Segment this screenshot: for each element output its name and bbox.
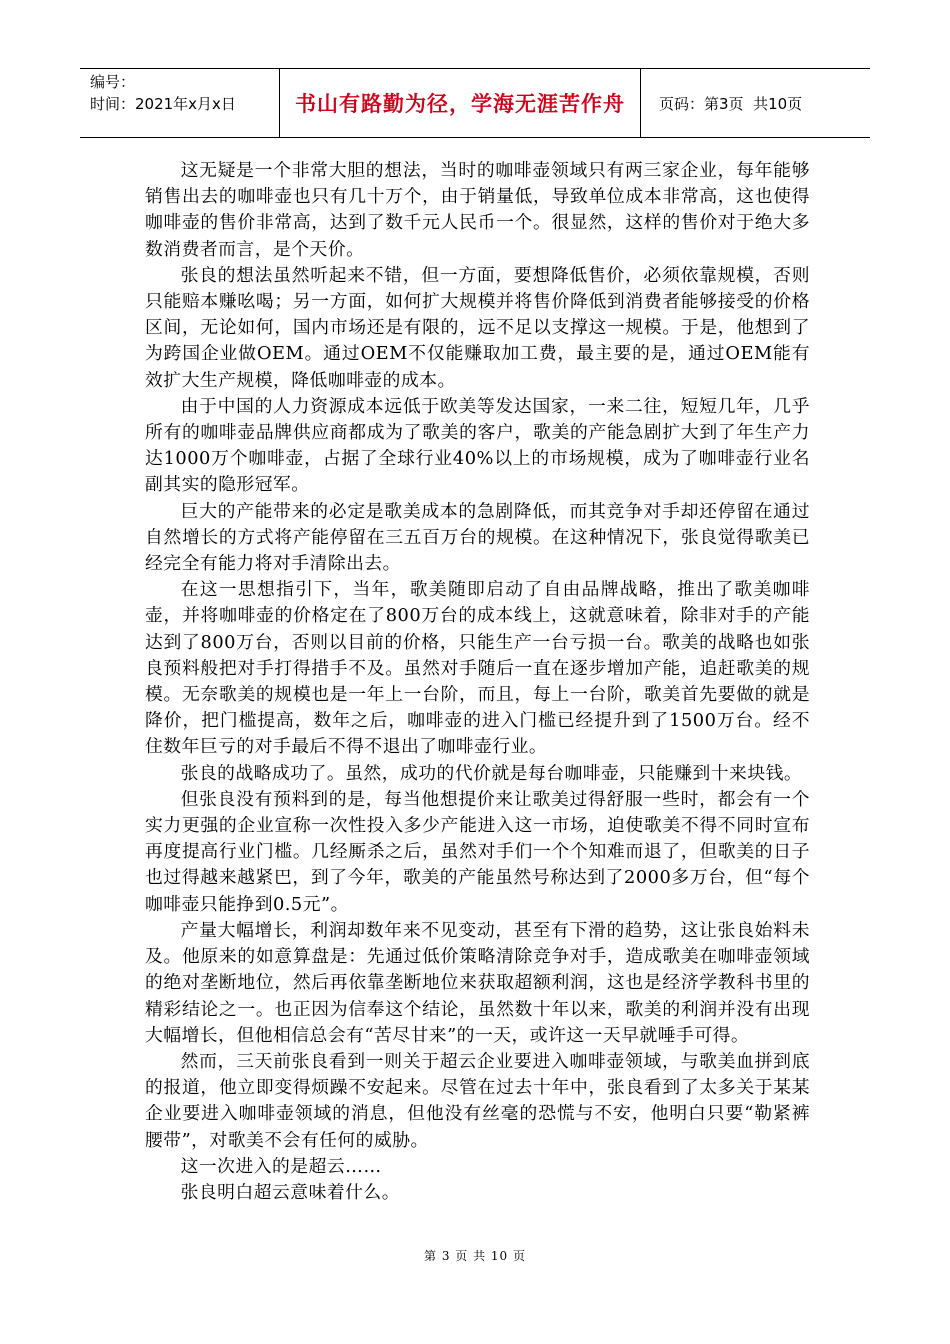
paragraph: 在这一思想指引下，当年，歌美随即启动了自由品牌战略，推出了歌美咖啡壶，并将咖啡壶的价格定在了800万台的成本线上，这就意味着，除非对手的产能达到了800万台，否则以目前的价格，只能生产一台亏损一台。歌美的战略也如张良预料般把对手打得措手不及。虽然对手随后一直在逐步增加产能，追赶歌美的规模。无奈歌美的规模也是一年上一台阶，而且，每上一台阶，歌美首先要做的就是降价，把门槛提高，数年之后，咖啡壶的进入门槛已经提升到了1500万台。经不住数年巨亏的对手最后不得不退出了咖啡壶行业。 bbox=[145, 579, 810, 758]
document-code-label: 编号： bbox=[90, 73, 136, 91]
header-page-number: 页码：第3页 共10页 bbox=[659, 94, 803, 113]
page-header bbox=[80, 68, 870, 138]
paragraph: 张良的想法虽然听起来不错，但一方面，要想降低售价，必须依靠规模，否则只能赔本赚吆喝；另一方面，如何扩大规模并将售价降低到消费者能够接受的价格区间，无论如何，国内市场还是有限的，远不足以支撑这一规模。于是，他想到了为跨国企业做OEM。通过OEM不仅能赚取加工费，最主要的是，通过OEM能有效扩大生产规模，降低咖啡壶的成本。 bbox=[145, 264, 810, 391]
page-footer: 第 3 页 共 10 页 bbox=[424, 1249, 526, 1263]
header-motto: 书山有路勤为径，学海无涯苦作舟 bbox=[279, 69, 641, 137]
paragraph: 张良明白超云意味着什么。 bbox=[180, 1181, 400, 1203]
paragraph: 巨大的产能带来的必定是歌美成本的急剧降低，而其竞争对手却还停留在通过自然增长的方式将产能停留在三五百万台的规模。在这种情况下，张良觉得歌美已经完全有能力将对手清除出去。 bbox=[145, 500, 810, 575]
paragraph: 这一次进入的是超云…… bbox=[180, 1155, 382, 1177]
paragraph: 但张良没有预料到的是，每当他想提价来让歌美过得舒服一些时，都会有一个实力更强的企业宣称一次性投入多少产能进入这一市场，迫使歌美不得不同时宣布再度提高行业门槛。几经厮杀之后，虽然对手们一个个知难而退了，但歌美的日子也过得越来越紧巴，到了今年，歌美的产能虽然号称达到了2000多万台，但“每个咖啡壶只能挣到0.5元”。 bbox=[145, 788, 810, 915]
paragraph: 产量大幅增长，利润却数年来不见变动，甚至有下滑的趋势，这让张良始料未及。他原来的如意算盘是：先通过低价策略清除竞争对手，造成歌美在咖啡壶领域的绝对垄断地位，然后再依靠垄断地位来获取超额利润，这也是经济学教科书里的精彩结论之一。也正因为信奉这个结论，虽然数十年以来，歌美的利润并没有出现大幅增长，但他相信总会有“苦尽甘来”的一天，或许这一天早就唾手可得。 bbox=[145, 919, 810, 1046]
document-body bbox=[145, 158, 810, 1206]
paragraph: 由于中国的人力资源成本远低于欧美等发达国家，一来二往，短短几年，几乎所有的咖啡壶品牌供应商都成为了歌美的客户，歌美的产能急剧扩大到了年生产力达1000万个咖啡壶，占据了全球行业40%以上的市场规模，成为了咖啡壶行业名副其实的隐形冠军。 bbox=[145, 395, 810, 496]
document-time-label: 时间：2021年x月x日 bbox=[90, 95, 236, 113]
paragraph: 这无疑是一个非常大胆的想法，当时的咖啡壶领域只有两三家企业，每年能够销售出去的咖啡壶也只有几十万个，由于销量低，导致单位成本非常高，这也使得咖啡壶的售价非常高，达到了数千元人民币一个。很显然，这样的售价对于绝大多数消费者而言，是个天价。 bbox=[145, 160, 810, 260]
header-meta bbox=[80, 69, 279, 137]
paragraph: 然而，三天前张良看到一则关于超云企业要进入咖啡壶领域，与歌美血拼到底的报道，他立即变得烦躁不安起来。尽管在过去十年中，张良看到了太多关于某某企业要进入咖啡壶领域的消息，但他没有丝毫的恐慌与不安，他明白只要“勒紧裤腰带”，对歌美不会有任何的威胁。 bbox=[145, 1050, 810, 1151]
paragraph: 张良的战略成功了。虽然，成功的代价就是每台咖啡壶，只能赚到十来块钱。 bbox=[180, 762, 803, 784]
